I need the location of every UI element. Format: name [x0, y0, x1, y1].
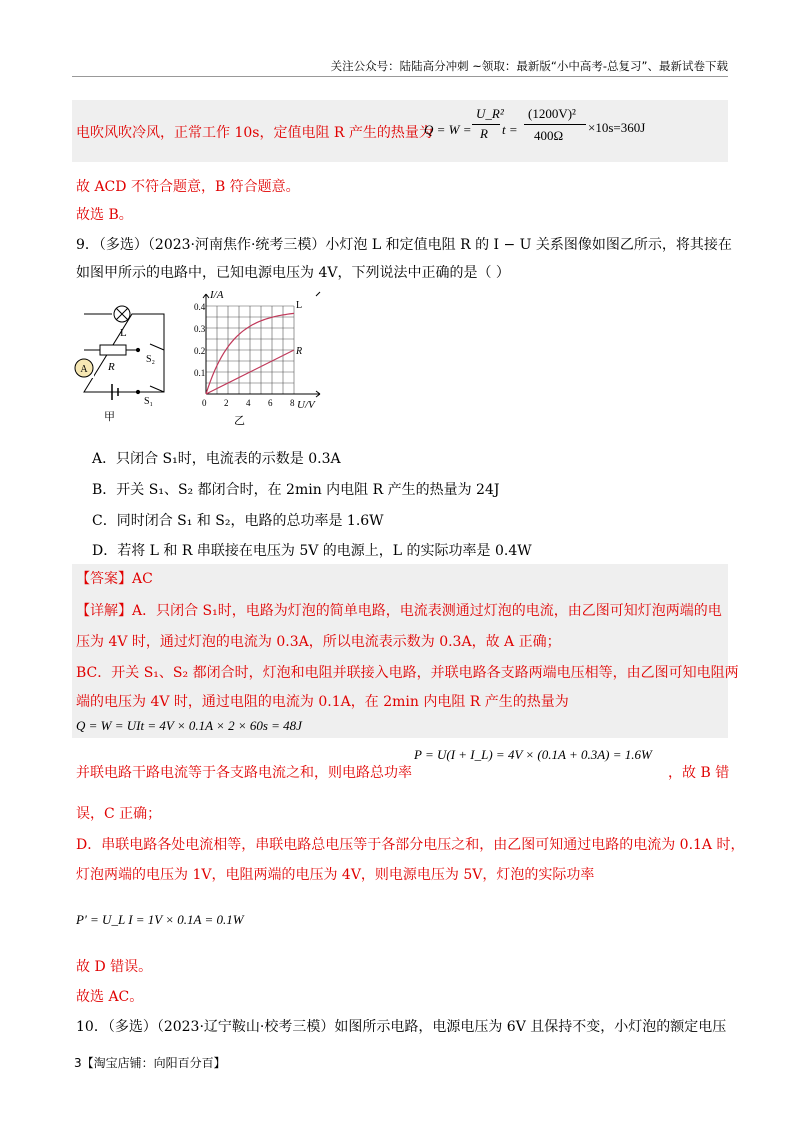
x-tick: 2: [224, 398, 229, 408]
detail-line: D．串联电路各处电流相等，串联电路总电压等于各部分电压之和，由乙图可知通过电路的电流为 0.1A 时，: [76, 837, 745, 853]
solution-line: 电吹风吹冷风，正常工作 10s，定值电阻 R 产生的热量为: [76, 125, 433, 141]
curve-r-label: R: [296, 346, 303, 357]
option-b: B．开关 S₁、S₂ 都闭合时，在 2min 内电阻 R 产生的热量为 24J: [92, 482, 500, 498]
circuit-caption: 甲: [104, 410, 115, 423]
power-formula: P = U(I + I_L) = 4V × (0.1A + 0.3A) = 1.6W: [414, 747, 652, 762]
parallel-line: 并联电路干路电流等于各支路电流之和，则电路总功率: [76, 765, 412, 781]
resistor-label: R: [108, 361, 115, 373]
x-tick: 4: [246, 398, 251, 408]
detail-line: 故选 AC。: [76, 989, 144, 1005]
ammeter-label: A: [80, 364, 88, 375]
x-axis-label: U/V: [297, 399, 315, 411]
detail-line: 故 D 错误。: [76, 959, 153, 975]
y-tick: 0.1: [194, 368, 206, 378]
switch-s1-label: S₁: [144, 396, 154, 407]
page-header: 关注公众号：陆陆高分冲刺 ~领取：最新版“小中高考-总复习”、最新试卷下载: [330, 59, 728, 73]
detail-line: BC．开关 S₁、S₂ 都闭合时，灯泡和电阻并联接入电路，并联电路各支路两端电压相等，由乙图可知电阻两: [76, 665, 739, 681]
iu-graph: [194, 284, 344, 430]
switch-s2-label: S₂: [146, 354, 156, 365]
question-stem: 9．（多选）（2023·河南焦作·统考三模）小灯泡 L 和定值电阻 R 的 I − U 关系图像如图乙所示，将其接在: [76, 237, 732, 253]
y-axis-label: I/A: [210, 289, 224, 301]
solution-line: 故选 B。: [76, 207, 133, 223]
solution-line: 故 ACD 不符合题意，B 符合题意。: [76, 179, 300, 195]
y-tick: 0.3: [194, 324, 206, 334]
page-footer: 3【淘宝店铺：向阳百分百】: [74, 1056, 226, 1070]
actual-power-formula: P′ = U_L I = 1V × 0.1A = 0.1W: [76, 912, 244, 927]
shaded-answer-block: [72, 564, 728, 738]
x-tick: 8: [290, 398, 295, 408]
graph-caption: 乙: [234, 414, 245, 427]
lamp-label: L: [120, 327, 127, 339]
detail-line: 误，C 正确；: [76, 806, 162, 822]
header-rule: [72, 76, 728, 77]
circuit-diagram: [74, 292, 194, 424]
y-tick: 0.2: [194, 346, 206, 356]
detail-line: 【详解】A．只闭合 S₁时，电路为灯泡的简单电路，电流表测通过灯泡的电流，由乙图可知灯泡两端的电: [76, 603, 722, 619]
question-stem: 10．（多选）（2023·辽宁鞍山·校考三模）如图所示电路，电源电压为 6V 且保持不变，小灯泡的额定电压: [76, 1019, 727, 1035]
x-tick: 0: [202, 398, 207, 408]
x-tick: 6: [268, 398, 273, 408]
heat-formula: Q = W = U_R² R t = (1200V)² 400Ω ×10s=360J: [424, 106, 646, 143]
question-stem: 如图甲所示的电路中，已知电源电压为 4V，下列说法中正确的是（ ）: [76, 265, 510, 281]
heat-formula-q: Q = W = UIt = 4V × 0.1A × 2 × 60s = 48J: [76, 718, 302, 733]
answer-label: 【答案】AC: [76, 571, 153, 587]
detail-line: 灯泡两端的电压为 1V，电阻两端的电压为 4V，则电源电压为 5V，灯泡的实际功率: [76, 867, 595, 883]
detail-line: 端的电压为 4V 时，通过电阻的电流为 0.1A，在 2min 内电阻 R 产生的热量为: [76, 694, 569, 710]
parallel-tail: ，故 B 错: [668, 765, 730, 781]
detail-line: 压为 4V 时，通过灯泡的电流为 0.3A，所以电流表示数为 0.3A，故 A 正确；: [76, 634, 561, 650]
curve-l-label: L: [296, 300, 303, 311]
y-tick: 0.4: [194, 302, 206, 312]
option-a: A．只闭合 S₁时，电流表的示数是 0.3A: [92, 451, 341, 467]
option-d: D．若将 L 和 R 串联接在电压为 5V 的电源上，L 的实际功率是 0.4W: [92, 543, 532, 559]
option-c: C．同时闭合 S₁ 和 S₂，电路的总功率是 1.6W: [92, 513, 384, 529]
